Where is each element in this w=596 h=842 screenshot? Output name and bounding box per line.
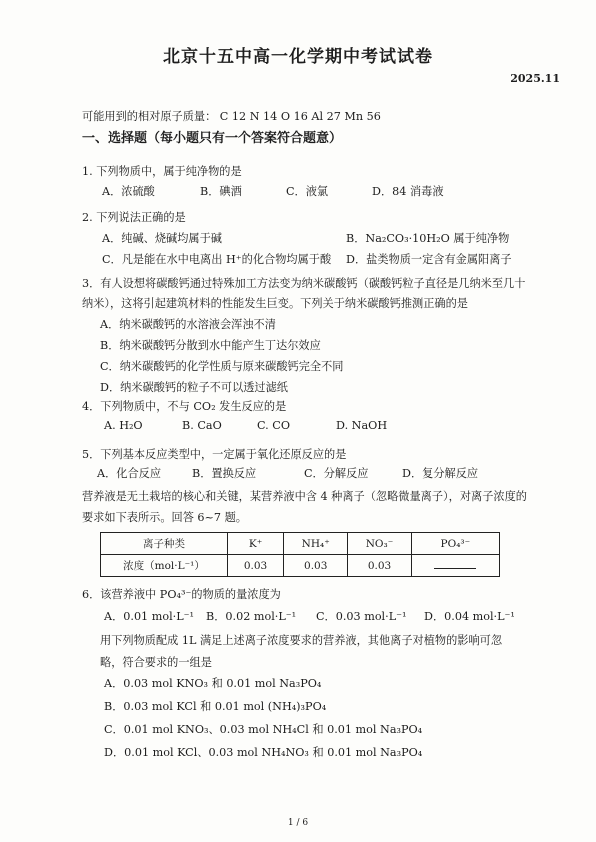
table-header-cell: PO₄³⁻ bbox=[411, 533, 499, 555]
question-3-stem-line1: 3．有人设想将碳酸钙通过特殊加工方法变为纳米碳酸钙（碳酸钙粒子直径是几纳米至几十 bbox=[82, 277, 526, 290]
q3-option-b: B．纳米碳酸钙分散到水中能产生丁达尔效应 bbox=[100, 339, 321, 352]
q4-option-d: D. NaOH bbox=[336, 419, 388, 432]
table-cell: 0.03 bbox=[284, 555, 348, 577]
q7-option-d: D．0.01 mol KCl、0.03 mol NH₄NO₃ 和 0.01 mol Na₃PO₄ bbox=[104, 746, 423, 759]
exam-title: 北京十五中高一化学期中考试试卷 bbox=[163, 47, 433, 67]
nutrient-intro-line1: 营养液是无土栽培的核心和关键，某营养液中含 4 种离子（忽略微量离子），对离子浓度的 bbox=[82, 490, 527, 503]
q4-option-b: B. CaO bbox=[182, 419, 222, 432]
question-7-stem-line1: 用下列物质配成 1L 满足上述离子浓度要求的营养液，其他离子对植物的影响可忽 bbox=[100, 634, 503, 647]
exam-date: 2025.11 bbox=[510, 72, 560, 85]
table-cell-blank bbox=[411, 555, 499, 577]
q1-option-c: C．液氯 bbox=[286, 185, 329, 198]
question-2-stem: 2. 下列说法正确的是 bbox=[82, 211, 186, 224]
question-4-stem: 4．下列物质中，不与 CO₂ 发生反应的是 bbox=[82, 400, 287, 413]
question-3-stem-line2: 纳米），这将引起建筑材料的性能发生巨变。下列关于纳米碳酸钙推测正确的是 bbox=[82, 297, 468, 310]
q6-option-d: D．0.04 mol·L⁻¹ bbox=[424, 610, 515, 623]
q1-option-d: D．84 消毒液 bbox=[372, 185, 444, 198]
q1-option-a: A．浓硫酸 bbox=[102, 185, 155, 198]
table-header-cell: NO₃⁻ bbox=[348, 533, 411, 555]
q3-option-a: A．纳米碳酸钙的水溶液会浑浊不清 bbox=[100, 318, 276, 331]
table-header-cell: NH₄⁺ bbox=[284, 533, 348, 555]
q3-option-c: C．纳米碳酸钙的化学性质与原来碳酸钙完全不同 bbox=[100, 360, 344, 373]
q5-option-c: C．分解反应 bbox=[304, 467, 369, 480]
q2-option-b: B．Na₂CO₃·10H₂O 属于纯净物 bbox=[346, 232, 510, 245]
q6-option-a: A．0.01 mol·L⁻¹ bbox=[104, 610, 195, 623]
section-title: 一、选择题（每小题只有一个答案符合题意） bbox=[82, 131, 343, 146]
q3-option-d: D．纳米碳酸钙的粒子不可以透过滤纸 bbox=[100, 381, 288, 394]
question-6-stem: 6．该营养液中 PO₄³⁻的物质的量浓度为 bbox=[82, 588, 281, 601]
q5-option-a: A．化合反应 bbox=[97, 467, 162, 480]
page-number: 1 / 6 bbox=[287, 818, 309, 828]
q7-option-c: C．0.01 mol KNO₃、0.03 mol NH₄Cl 和 0.01 mol Na₃PO₄ bbox=[104, 723, 423, 736]
atomic-masses: 可能用到的相对原子质量： C 12 N 14 O 16 Al 27 Mn 56 bbox=[82, 110, 381, 123]
question-5-stem: 5．下列基本反应类型中，一定属于氧化还原反应的是 bbox=[82, 448, 347, 461]
q2-option-c: C．凡是能在水中电离出 H⁺的化合物均属于酸 bbox=[102, 253, 332, 266]
table-cell: 浓度（mol·L⁻¹） bbox=[101, 555, 228, 577]
q4-option-c: C. CO bbox=[257, 419, 291, 432]
q4-option-a: A. H₂O bbox=[104, 419, 143, 432]
q2-option-d: D．盐类物质一定含有金属阳离子 bbox=[346, 253, 512, 266]
q2-option-a: A．纯碱、烧碱均属于碱 bbox=[102, 232, 222, 245]
q1-option-b: B．碘酒 bbox=[200, 185, 242, 198]
q6-option-c: C．0.03 mol·L⁻¹ bbox=[316, 610, 407, 623]
q7-option-b: B．0.03 mol KCl 和 0.01 mol (NH₄)₃PO₄ bbox=[104, 700, 327, 713]
table-cell: 0.03 bbox=[228, 555, 284, 577]
table-header-cell: K⁺ bbox=[228, 533, 284, 555]
table-cell: 0.03 bbox=[348, 555, 411, 577]
table-header-cell: 离子种类 bbox=[101, 533, 228, 555]
q6-option-b: B．0.02 mol·L⁻¹ bbox=[206, 610, 297, 623]
question-1-stem: 1. 下列物质中，属于纯净物的是 bbox=[82, 165, 242, 178]
nutrient-intro-line2: 要求如下表所示。回答 6~7 题。 bbox=[82, 511, 247, 524]
answer-blank bbox=[434, 559, 476, 569]
ion-concentration-table bbox=[100, 532, 500, 577]
table-row bbox=[101, 555, 500, 577]
question-7-stem-line2: 略，符合要求的一组是 bbox=[100, 656, 212, 669]
q7-option-a: A．0.03 mol KNO₃ 和 0.01 mol Na₃PO₄ bbox=[104, 677, 322, 690]
q5-option-b: B．置换反应 bbox=[192, 467, 257, 480]
q5-option-d: D．复分解反应 bbox=[402, 467, 479, 480]
table-header-row bbox=[101, 533, 500, 555]
